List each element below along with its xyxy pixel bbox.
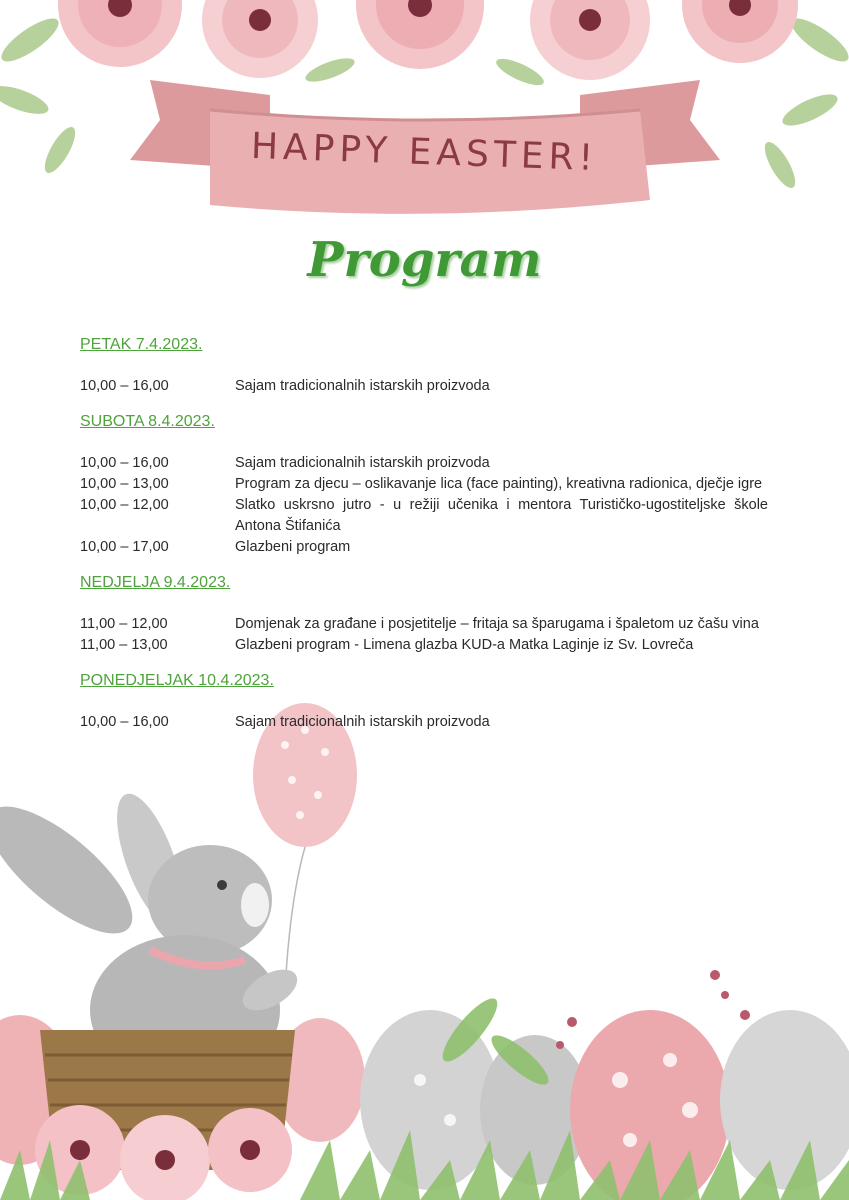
event-row	[80, 614, 768, 635]
event-time: 11,00 – 13,00	[80, 637, 168, 653]
event-row	[80, 712, 768, 733]
event-description: Sajam tradicionalnih istarskih proizvoda	[235, 714, 490, 730]
flower-icon	[58, 0, 798, 80]
event-description: Glazbeni program	[235, 539, 351, 555]
day-heading: SUBOTA 8.4.2023.	[80, 413, 215, 430]
event-time: 10,00 – 16,00	[80, 714, 169, 730]
event-time: 10,00 – 17,00	[80, 539, 169, 555]
day-heading: NEDJELJA 9.4.2023.	[80, 574, 231, 591]
event-list	[80, 376, 768, 397]
event-description: Glazbeni program - Limena glazba KUD-a Matka Laginje iz Sv. Lovreča	[235, 637, 694, 653]
event-list	[80, 453, 768, 558]
page-title: Program	[307, 232, 542, 288]
event-description: Sajam tradicionalnih istarskih proizvoda	[235, 378, 490, 394]
event-time: 10,00 – 13,00	[80, 476, 169, 492]
banner-title: HAPPY EASTER!	[250, 125, 599, 180]
event-description: Program za djecu – oslikavanje lica (face painting), kreativna radionica, dječje igre	[235, 476, 763, 492]
event-row	[80, 474, 768, 495]
event-row	[80, 537, 768, 558]
event-time: 10,00 – 16,00	[80, 455, 169, 471]
event-row	[80, 453, 768, 474]
event-row	[80, 495, 768, 537]
day-heading: PONEDJELJAK 10.4.2023.	[80, 672, 274, 689]
event-description: Domjenak za građane i posjetitelje – fritaja sa šparugama i špaletom uz čašu vina	[235, 616, 759, 632]
event-row	[80, 376, 768, 397]
event-time: 10,00 – 12,00	[80, 497, 169, 513]
event-row	[80, 635, 768, 656]
event-list	[80, 614, 768, 656]
event-description: Sajam tradicionalnih istarskih proizvoda	[235, 455, 490, 471]
event-time: 11,00 – 12,00	[80, 616, 168, 632]
day-heading: PETAK 7.4.2023.	[80, 336, 203, 353]
event-description: Slatko uskrsno jutro - u režiji učenika i mentora Turističko-ugostiteljske škole Antona Štifanića	[235, 497, 768, 534]
program-schedule	[80, 334, 768, 747]
event-time: 10,00 – 16,00	[80, 378, 169, 394]
event-list	[80, 712, 768, 733]
